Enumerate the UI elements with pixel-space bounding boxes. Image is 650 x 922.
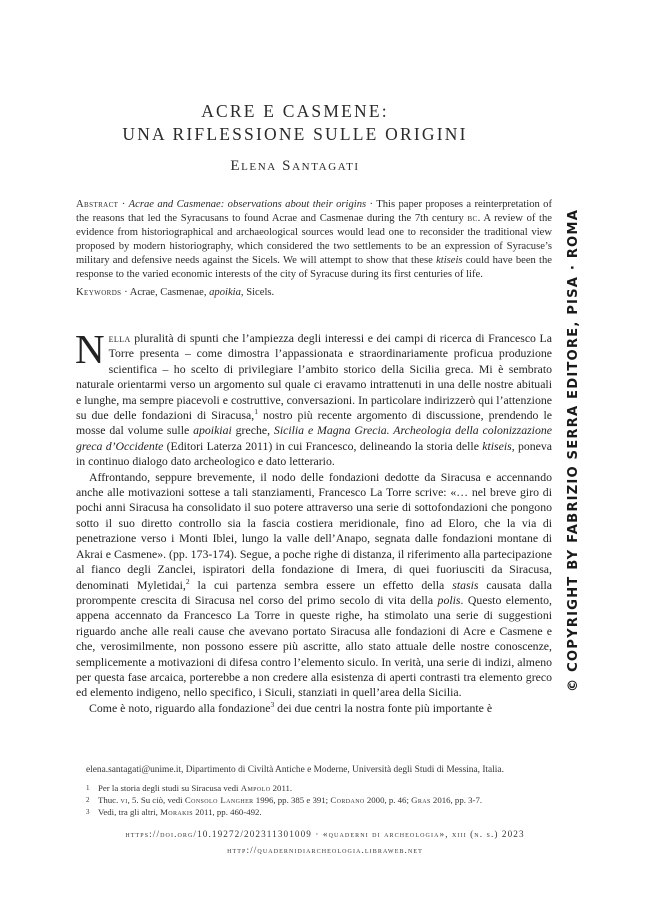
footnote-ref-3[interactable]: 3 (270, 699, 275, 709)
abstract-text: Abstract · Acrae and Casmenae: observations about their origins · This paper proposes a reinterpretation of the reasons that led the Syracusans to found Acrae and Casmenae during the 7th century bc. A review of the evidence from historiographical and archaeological sources would lead one to reconsider the traditional view proposed by modern historiography, which considered the two settlements to be an expression of Syracuse’s military and defensive needs against the Sicels. We will attempt to show that these ktiseis could have been the response to the varied economic interests of the city of Syracuse during its first centuries of life. (76, 199, 552, 281)
author-affiliation: elena.santagati@unime.it, Dipartimento di Civiltà Antiche e Moderne, Università degli Studi di Messina, Italia. (86, 765, 504, 775)
footnote-ref-1[interactable]: 1 (254, 407, 258, 417)
footnote-1: 1 Per la storia degli studi su Siracusa vedi Ampolo 2011. (86, 783, 293, 793)
paragraph-1: Nella pluralità di spunti che l’ampiezza degli interessi e dei campi di ricerca di Francesco La Torre presenta – come dimostra l’appassionata e straordinariamente proficua produzione scientifica – ho scelto di privilegiare l’ambito storico della Sicilia greca. Mi è sembrato naturale orientarmi verso un argomento sul quale ci eravamo intrattenuti in una delle nostre abituali e lunghe, ma sempre piacevoli e costruttive, conversazioni. In particolare indirizzerò qui l’attenzione su due delle fondazioni di Siracusa,$^1$ nostro più recente argomento di discussione, prendendo le mosse dal volume sulle apoikiai greche, Sicilia e Magna Grecia. Archeologia della colonizzazione greca d’Occidente (Editori Laterza 2011) in cui Francesco, delineando la storia delle ktiseis, poneva in continuo dialogo dato archeologico e dato letterario. (75, 326, 553, 469)
copyright-sidebar: © COPYRIGHT BY FABRIZIO SERRA EDITORE, PISA · ROMA (566, 208, 581, 692)
title-line-1: ACRE E CASMENE: (201, 101, 389, 121)
paragraph-3: Come è noto, riguardo alla fondazione$^3$ dei due centri la nostra fonte più importante è (89, 699, 493, 715)
footnote-2: 2 Thuc. vi, 5. Su ciò, vedi Consolo Langher 1996, pp. 385 e 391; Cordano 2000, p. 46; Gras 2016, pp. 3-7. (86, 795, 483, 806)
title-line-2: UNA RIFLESSIONE SULLE ORIGINI (122, 124, 468, 144)
article-title (60, 100, 530, 146)
abstract-label: Abstract (76, 199, 119, 210)
journal-url[interactable]: http://quadernidiarcheologia.libraweb.net (227, 845, 423, 855)
footnotes (86, 782, 556, 819)
keywords: Keywords · Acrae, Casmenae, apoikia, Sicels. (76, 286, 275, 298)
doi-line[interactable]: https://doi.org/10.19272/202311301009 · «quaderni di archeologia», xiii (n. s.) 2023 (125, 829, 525, 839)
author-name: Elena Santagati (230, 158, 360, 174)
paragraph-2: Affrontando, seppure brevemente, il nodo delle fondazioni dedotte da Siracusa e accennando anche alle motivazioni sottese a tali stanziamenti, Francesco La Torre scrive: «… nel breve giro di pochi anni Siracusa ha consolidato il suo potere attraverso una serie di sottofondazioni che pongono sotto il suo diretto controllo sia la fascia costiera meridionale, fino ad Eloro, che la via di penetrazione verso i Monti Iblei, lungo la valle dell’Anapo, segnata dalle fondazioni montane di Akrai e Casmene». (pp. 173-174). Segue, a poche righe di distanza, il riferimento alla partecipazione al fianco degli Zanclei, ispiratori della fondazione di Imera, di quei fuoriusciti da Siracusa, denominati Myletidai,$^2$ la cui partenza sembra essere un effetto della stasis causata dalla prorompente crescita di Siracusa nel corso del primo secolo di vita della polis. Questo elemento, appena accennato da Francesco La Torre in queste righe, ha stimolato una serie di suggestioni riguardo anche alle reali cause che avevano portato Siracusa alle fondazioni di Acre e Casmene e che, verosimilmente, non possono essere più ascritte, allo stato attuale delle nostre conoscenze, semplicemente a motivazioni di difesa contro l’elemento siculo. In verità, una serie di indizi, almeno per questa fase arcaica, porterebbe a non credere alla esistenza di aperti contrasti tra elemento greco ed elemento indigeno, nello specifico, i Siculi, stanziati in quell’area della Sicilia. (76, 469, 553, 700)
keywords-label: Keywords (76, 286, 122, 298)
book-title: Sicilia e Magna Grecia. Archeologia della colonizzazione greca d’Occidente (76, 423, 552, 453)
abstract (76, 198, 552, 300)
drop-cap: N (75, 326, 105, 372)
footnote-ref-2[interactable]: 2 (185, 576, 190, 586)
abstract-english-title: Acrae and Casmenae: observations about their origins (128, 199, 367, 210)
footnote-3: 3 Vedi, tra gli altri, Morakis 2011, pp. 460-492. (86, 807, 262, 818)
article-body (75, 326, 553, 716)
